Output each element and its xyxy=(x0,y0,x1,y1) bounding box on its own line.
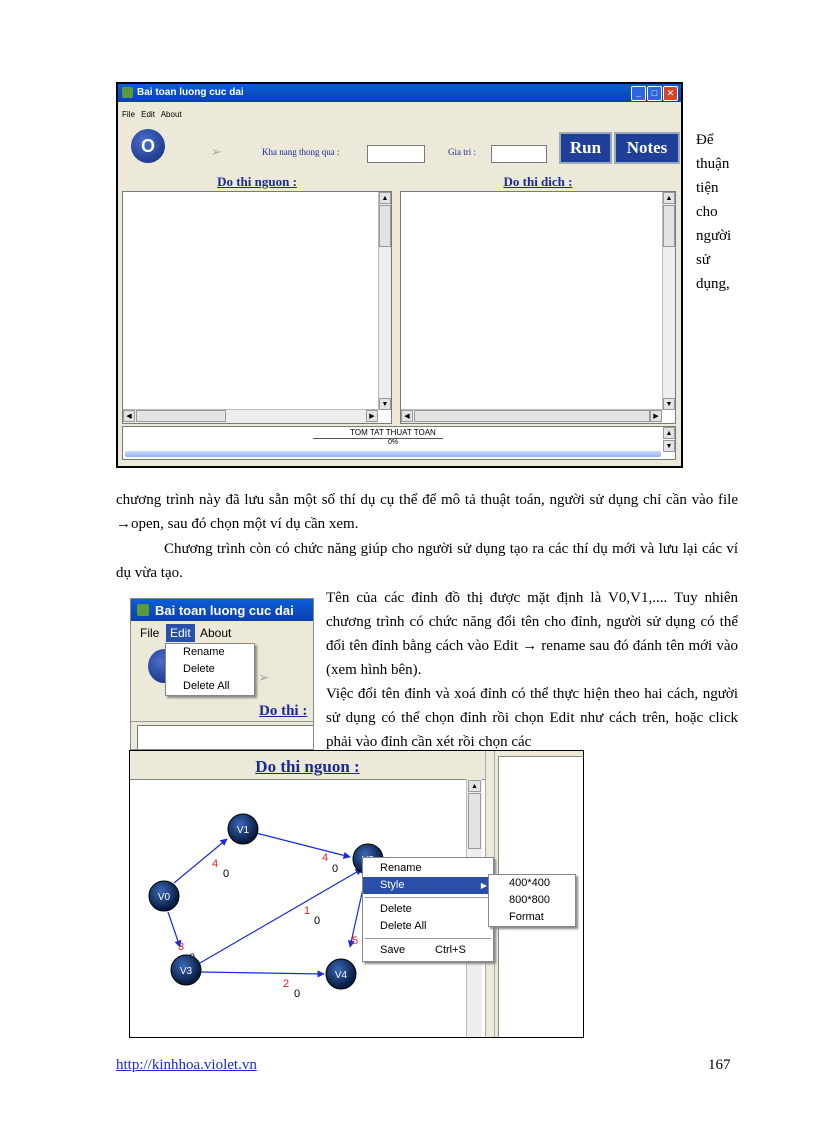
summary-progress-bar xyxy=(125,451,661,457)
edit-dropdown xyxy=(165,643,255,696)
source-horizontal-scrollbar[interactable] xyxy=(123,409,378,423)
o-button-label: O xyxy=(140,136,155,156)
page-number: 167 xyxy=(708,1057,731,1073)
menu-item-style[interactable] xyxy=(363,877,493,894)
run-button-label: Run xyxy=(569,138,602,157)
scroll-left-icon[interactable]: ◀ xyxy=(123,410,135,422)
minimize-icon[interactable]: _ xyxy=(631,86,646,101)
edge-cap-label: 4 xyxy=(322,852,329,864)
edge-v0-v1[interactable] xyxy=(174,839,230,883)
edge-cap-label: 5 xyxy=(352,935,359,947)
menu-item-rename[interactable]: Rename xyxy=(380,862,422,874)
scroll-thumb[interactable] xyxy=(136,410,226,422)
window-title: Bai toan luong cuc dai xyxy=(137,87,244,98)
menu-item-save-label: Save xyxy=(380,944,406,956)
summary-title: TOM TAT THUAT TOAN xyxy=(350,428,436,437)
maximize-icon[interactable]: □ xyxy=(647,86,662,101)
edge-cap-label: 4 xyxy=(212,858,219,870)
vertex-label: V3 xyxy=(179,966,193,977)
main-app-window xyxy=(116,82,683,468)
edge-cap-label: 3 xyxy=(178,941,185,953)
scroll-thumb[interactable] xyxy=(379,205,391,247)
menu-item-800[interactable]: 800*800 xyxy=(509,894,550,906)
panel-divider xyxy=(131,721,314,722)
source-vertical-scrollbar[interactable] xyxy=(378,192,391,410)
source-graph-panel[interactable] xyxy=(122,191,392,424)
window-title: Bai toan luong cuc dai xyxy=(155,603,294,618)
send-arrow-icon: ➢ xyxy=(211,144,222,159)
menu-about[interactable]: About xyxy=(160,110,182,119)
edge-v1-v2[interactable] xyxy=(256,833,350,857)
submenu-arrow-icon: ▶ xyxy=(480,881,487,890)
menu-item-delete[interactable]: Delete xyxy=(380,903,412,915)
menu-about[interactable]: About xyxy=(200,626,232,640)
edit-menu-window xyxy=(130,598,314,750)
title-bar xyxy=(118,84,681,102)
footer-link[interactable]: http://kinhhoa.violet.vn xyxy=(116,1057,257,1073)
scroll-thumb[interactable] xyxy=(663,205,675,247)
edge-v3-v4[interactable] xyxy=(200,972,324,974)
scroll-up-icon[interactable]: ▲ xyxy=(663,427,675,439)
edge-flow-label: 0 xyxy=(294,988,301,1000)
side-word: cho xyxy=(696,204,718,220)
vertex-label: V4 xyxy=(334,970,348,981)
edge-flow-label: 0 xyxy=(223,868,230,880)
scroll-down-icon[interactable]: ▼ xyxy=(379,398,391,410)
side-word: người xyxy=(696,228,732,244)
vertex-v0[interactable] xyxy=(149,881,179,911)
value-label: Gia tri : xyxy=(448,147,476,157)
graph-panel[interactable] xyxy=(137,725,314,750)
notes-button-label: Notes xyxy=(626,138,668,157)
o-button[interactable] xyxy=(131,129,165,163)
paragraph-3: Tên của các đỉnh đồ thị được mặt định là V0,V1,.... Tuy nhiên chương trình có chức năng đổi tên cho đỉnh, người sử dụng có thể đổi tên đỉnh bằng cách vào Edit → rename sau đó đánh tên mới vào (xem hình bên). xyxy=(326,590,738,678)
app-icon xyxy=(122,87,133,98)
side-word: tiện xyxy=(696,180,719,196)
capacity-input[interactable] xyxy=(367,145,425,163)
edge-flow-label: 0 xyxy=(314,915,321,927)
summary-box[interactable] xyxy=(122,426,676,460)
edge-v3-v2[interactable] xyxy=(200,869,362,963)
side-word: thuận xyxy=(696,156,730,172)
vertex-label: V1 xyxy=(236,825,250,836)
dest-graph-heading: Do thi dich : xyxy=(503,174,573,189)
menu-bar xyxy=(122,110,182,119)
panel-heading: Do thi : xyxy=(259,703,308,719)
dest-graph-panel[interactable] xyxy=(400,191,676,424)
value-input[interactable] xyxy=(491,145,547,163)
scroll-left-icon[interactable]: ◀ xyxy=(401,410,413,422)
menu-file[interactable]: File xyxy=(140,626,160,640)
edge-flow-label: 0 xyxy=(332,863,339,875)
side-text-column xyxy=(696,128,746,296)
context-menu xyxy=(362,857,494,962)
style-submenu xyxy=(488,874,576,927)
menu-file[interactable]: File xyxy=(122,110,135,119)
vertex-v1[interactable] xyxy=(228,814,258,844)
paragraph-4: Việc đổi tên đỉnh và xoá đỉnh có thể thực hiện theo hai cách, người sử dụng có thể chọn đỉnh rồi chọn Edit như cách trên, hoặc click phải vào đỉnh cần xét rồi chọn các xyxy=(326,686,738,750)
side-word: dụng, xyxy=(696,276,730,292)
scroll-up-icon[interactable]: ▲ xyxy=(379,192,391,204)
scroll-right-icon[interactable]: ▶ xyxy=(366,410,378,422)
menu-separator xyxy=(365,938,491,939)
menu-edit[interactable]: Edit xyxy=(166,624,195,642)
scroll-right-icon[interactable]: ▶ xyxy=(650,410,662,422)
vertex-v3[interactable] xyxy=(171,955,201,985)
scroll-up-icon[interactable]: ▲ xyxy=(663,192,675,204)
menu-item-format[interactable]: Format xyxy=(509,911,544,923)
capacity-label: Kha nang thong qua : xyxy=(262,147,340,157)
close-icon[interactable]: ✕ xyxy=(663,86,678,101)
notes-button[interactable] xyxy=(614,132,680,164)
menu-item-delete-all[interactable]: Delete All xyxy=(380,920,427,932)
menu-item-rename[interactable]: Rename xyxy=(183,646,225,658)
menu-item-delete[interactable]: Delete xyxy=(183,663,215,675)
menu-separator xyxy=(365,897,491,898)
send-arrow-icon: ➢ xyxy=(258,669,270,685)
title-bar xyxy=(131,599,314,621)
paragraph-2: Chương trình còn có chức năng giúp cho người sử dụng tạo ra các thí dụ mới và lưu lại các ví dụ vừa tạo. xyxy=(116,541,738,581)
edge-cap-label: 2 xyxy=(283,978,290,990)
summary-percent: 0% xyxy=(387,439,399,446)
graph-window xyxy=(129,750,584,1038)
menu-item-delete-all[interactable]: Delete All xyxy=(183,680,230,692)
scroll-down-icon[interactable]: ▼ xyxy=(663,398,675,410)
source-graph-heading: Do thi nguon : xyxy=(217,174,297,189)
save-shortcut: Ctrl+S xyxy=(435,944,466,956)
vertex-v4[interactable] xyxy=(326,959,356,989)
side-word: sử xyxy=(696,252,710,268)
dest-horizontal-scrollbar[interactable] xyxy=(401,409,662,423)
paragraph-1: chương trình này đã lưu sẵn một số thí dụ cụ thể để mô tả thuật toán, người sử dụng chỉ cần vào file →open, sau đó chọn một ví dụ cần xem. xyxy=(116,492,738,532)
menu-bar xyxy=(131,624,314,642)
menu-item-400[interactable]: 400*400 xyxy=(509,877,550,889)
scroll-thumb[interactable] xyxy=(414,410,650,422)
menu-item-style-label: Style xyxy=(380,879,405,891)
app-icon xyxy=(137,604,149,616)
dest-vertical-scrollbar[interactable] xyxy=(662,192,675,410)
menu-item-save[interactable] xyxy=(363,942,493,959)
menu-edit[interactable]: Edit xyxy=(141,110,155,119)
scroll-down-icon[interactable]: ▼ xyxy=(663,440,675,452)
run-button[interactable] xyxy=(559,132,612,164)
vertex-label: V0 xyxy=(157,892,171,903)
scroll-up-icon[interactable]: ▲ xyxy=(468,780,481,792)
source-graph-heading: Do thi nguon : xyxy=(255,757,360,776)
edge-cap-label: 1 xyxy=(304,905,311,917)
side-word: Để xyxy=(696,132,714,148)
